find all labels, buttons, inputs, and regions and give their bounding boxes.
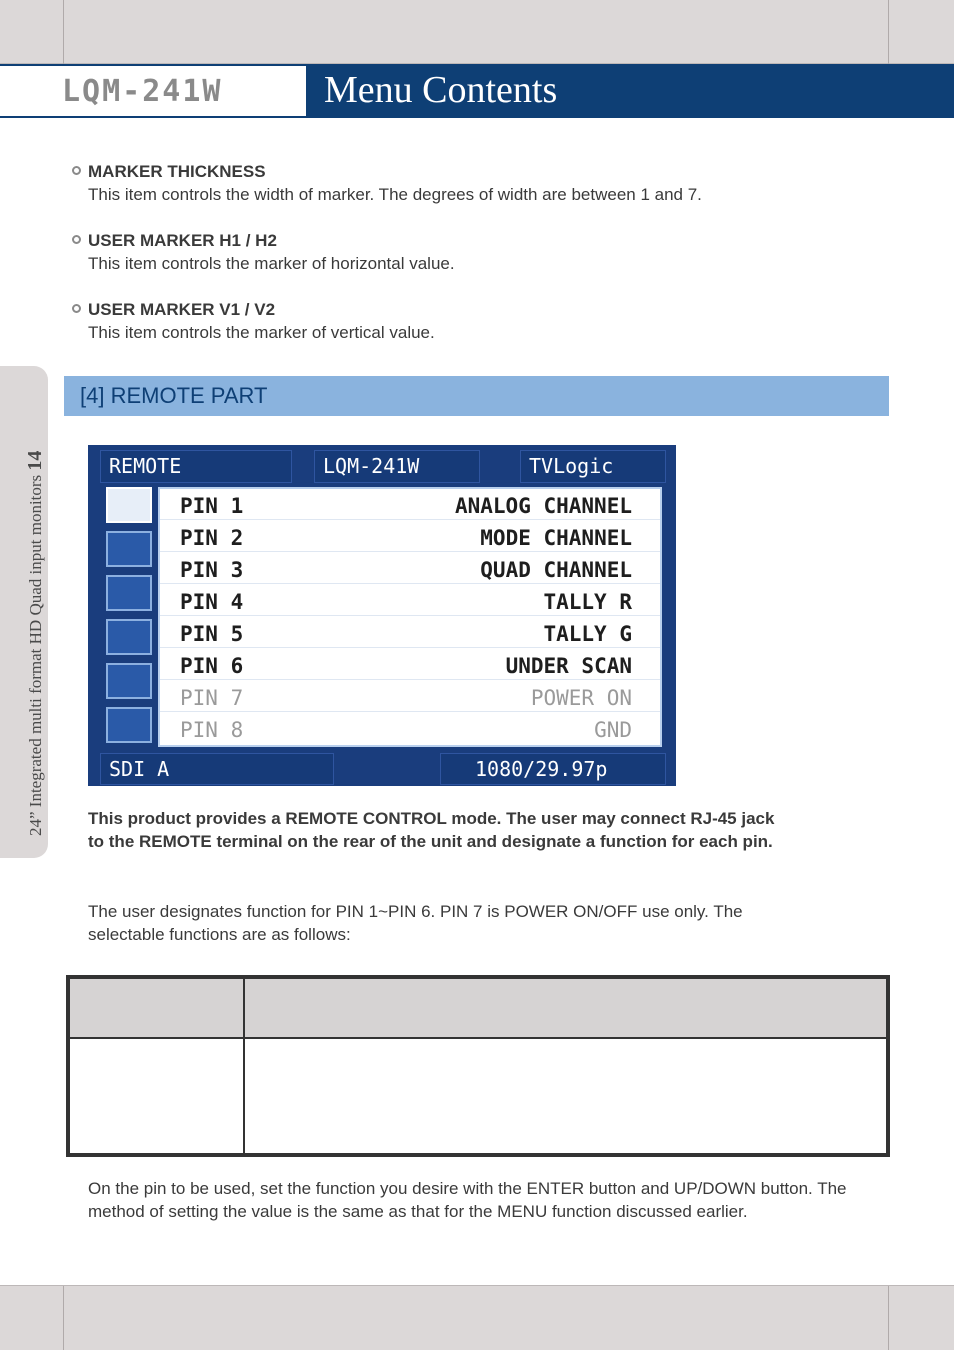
- crop-mark: [888, 1286, 889, 1350]
- pin-row: [160, 681, 660, 712]
- title-box: [306, 64, 954, 118]
- osd-bottom-bar: [88, 750, 676, 786]
- pin-function: GND: [594, 718, 632, 742]
- pin-row: [160, 617, 660, 648]
- item-heading: MARKER THICKNESS: [88, 162, 266, 181]
- pin-function: TALLY G: [543, 622, 632, 646]
- osd-model: LQM-241W: [314, 450, 480, 483]
- item-heading: USER MARKER V1 / V2: [88, 300, 276, 319]
- pin-row: [160, 521, 660, 552]
- bullet-icon: [72, 304, 81, 313]
- footer-note-paragraph: On the pin to be used, set the function you desire with the ENTER button and UP/DOWN button. The method of setting the value is the same as that for the MENU function discussed earlier.: [88, 1179, 847, 1221]
- pin-label: PIN 2: [180, 526, 244, 550]
- osd-menu-icons: [102, 485, 156, 751]
- osd-pin-list: [158, 487, 662, 747]
- intro-bold-paragraph: This product provides a REMOTE CONTROL mode. The user may connect RJ-45 jack to the REMOTE terminal on the rear of the unit and designate a function for each pin.: [88, 809, 775, 851]
- pin-label: PIN 3: [180, 558, 244, 582]
- page-header: [0, 64, 954, 118]
- osd-input: SDI A: [100, 753, 334, 785]
- crop-mark: [63, 0, 64, 64]
- table-header-row: [70, 979, 886, 1039]
- item-description: This item controls the width of marker. The degrees of width are between 1 and 7.: [88, 185, 702, 204]
- pin-row: [160, 713, 660, 744]
- pin-function: ANALOG CHANNEL: [454, 494, 632, 518]
- section-bar: [64, 376, 889, 416]
- osd-format: 1080/29.97p: [440, 753, 666, 785]
- marker-icon: [106, 619, 152, 655]
- pin-label: PIN 7: [180, 686, 244, 710]
- pin-label: PIN 4: [180, 590, 244, 614]
- osd-brand: TVLogic: [520, 450, 666, 483]
- pin-row: [160, 489, 660, 520]
- pin-row: [160, 649, 660, 680]
- pin-row: [160, 585, 660, 616]
- model-logo: LQM-241W: [62, 74, 223, 109]
- item-heading: USER MARKER H1 / H2: [88, 231, 277, 250]
- bullet-icon: [72, 235, 81, 244]
- color-icon: [106, 531, 152, 567]
- crop-mark: [63, 1286, 64, 1350]
- bottom-band: [0, 1285, 954, 1350]
- pin-function: POWER ON: [530, 686, 632, 710]
- screen-icon: [106, 575, 152, 611]
- side-caption-text: 24” Integrated multi format HD Quad input monitors: [26, 474, 45, 836]
- logo-box: [0, 64, 306, 118]
- bullet-icon: [72, 166, 81, 175]
- function-table: [66, 975, 890, 1157]
- page-title: Menu Contents: [324, 69, 558, 111]
- pin-label: PIN 1: [180, 494, 244, 518]
- intro-paragraph: The user designates function for PIN 1~PIN 6. PIN 7 is POWER ON/OFF use only. The selectable functions are as follows:: [88, 902, 743, 944]
- page-number: 14: [24, 450, 46, 471]
- table-divider: [243, 979, 245, 1153]
- pin-function: QUAD CHANNEL: [480, 558, 632, 582]
- osd-menu-name: REMOTE: [100, 450, 292, 483]
- item-description: This item controls the marker of horizontal value.: [88, 254, 455, 273]
- info-icon: [106, 707, 152, 743]
- top-band: [0, 0, 954, 64]
- pin-function: UNDER SCAN: [505, 654, 632, 678]
- picture-icon: [106, 487, 152, 523]
- side-tab: [0, 366, 48, 858]
- pin-label: PIN 8: [180, 718, 244, 742]
- pin-row: [160, 553, 660, 584]
- crop-mark: [888, 0, 889, 64]
- item-description: This item controls the marker of vertical value.: [88, 323, 435, 342]
- pin-function: MODE CHANNEL: [480, 526, 632, 550]
- osd-remote-menu: [88, 445, 676, 786]
- pin-function: TALLY R: [543, 590, 632, 614]
- side-caption: [24, 451, 47, 836]
- remote-icon: [106, 663, 152, 699]
- pin-label: PIN 6: [180, 654, 244, 678]
- section-title: [4] REMOTE PART: [80, 383, 268, 408]
- osd-top-bar: [88, 445, 676, 487]
- pin-label: PIN 5: [180, 622, 244, 646]
